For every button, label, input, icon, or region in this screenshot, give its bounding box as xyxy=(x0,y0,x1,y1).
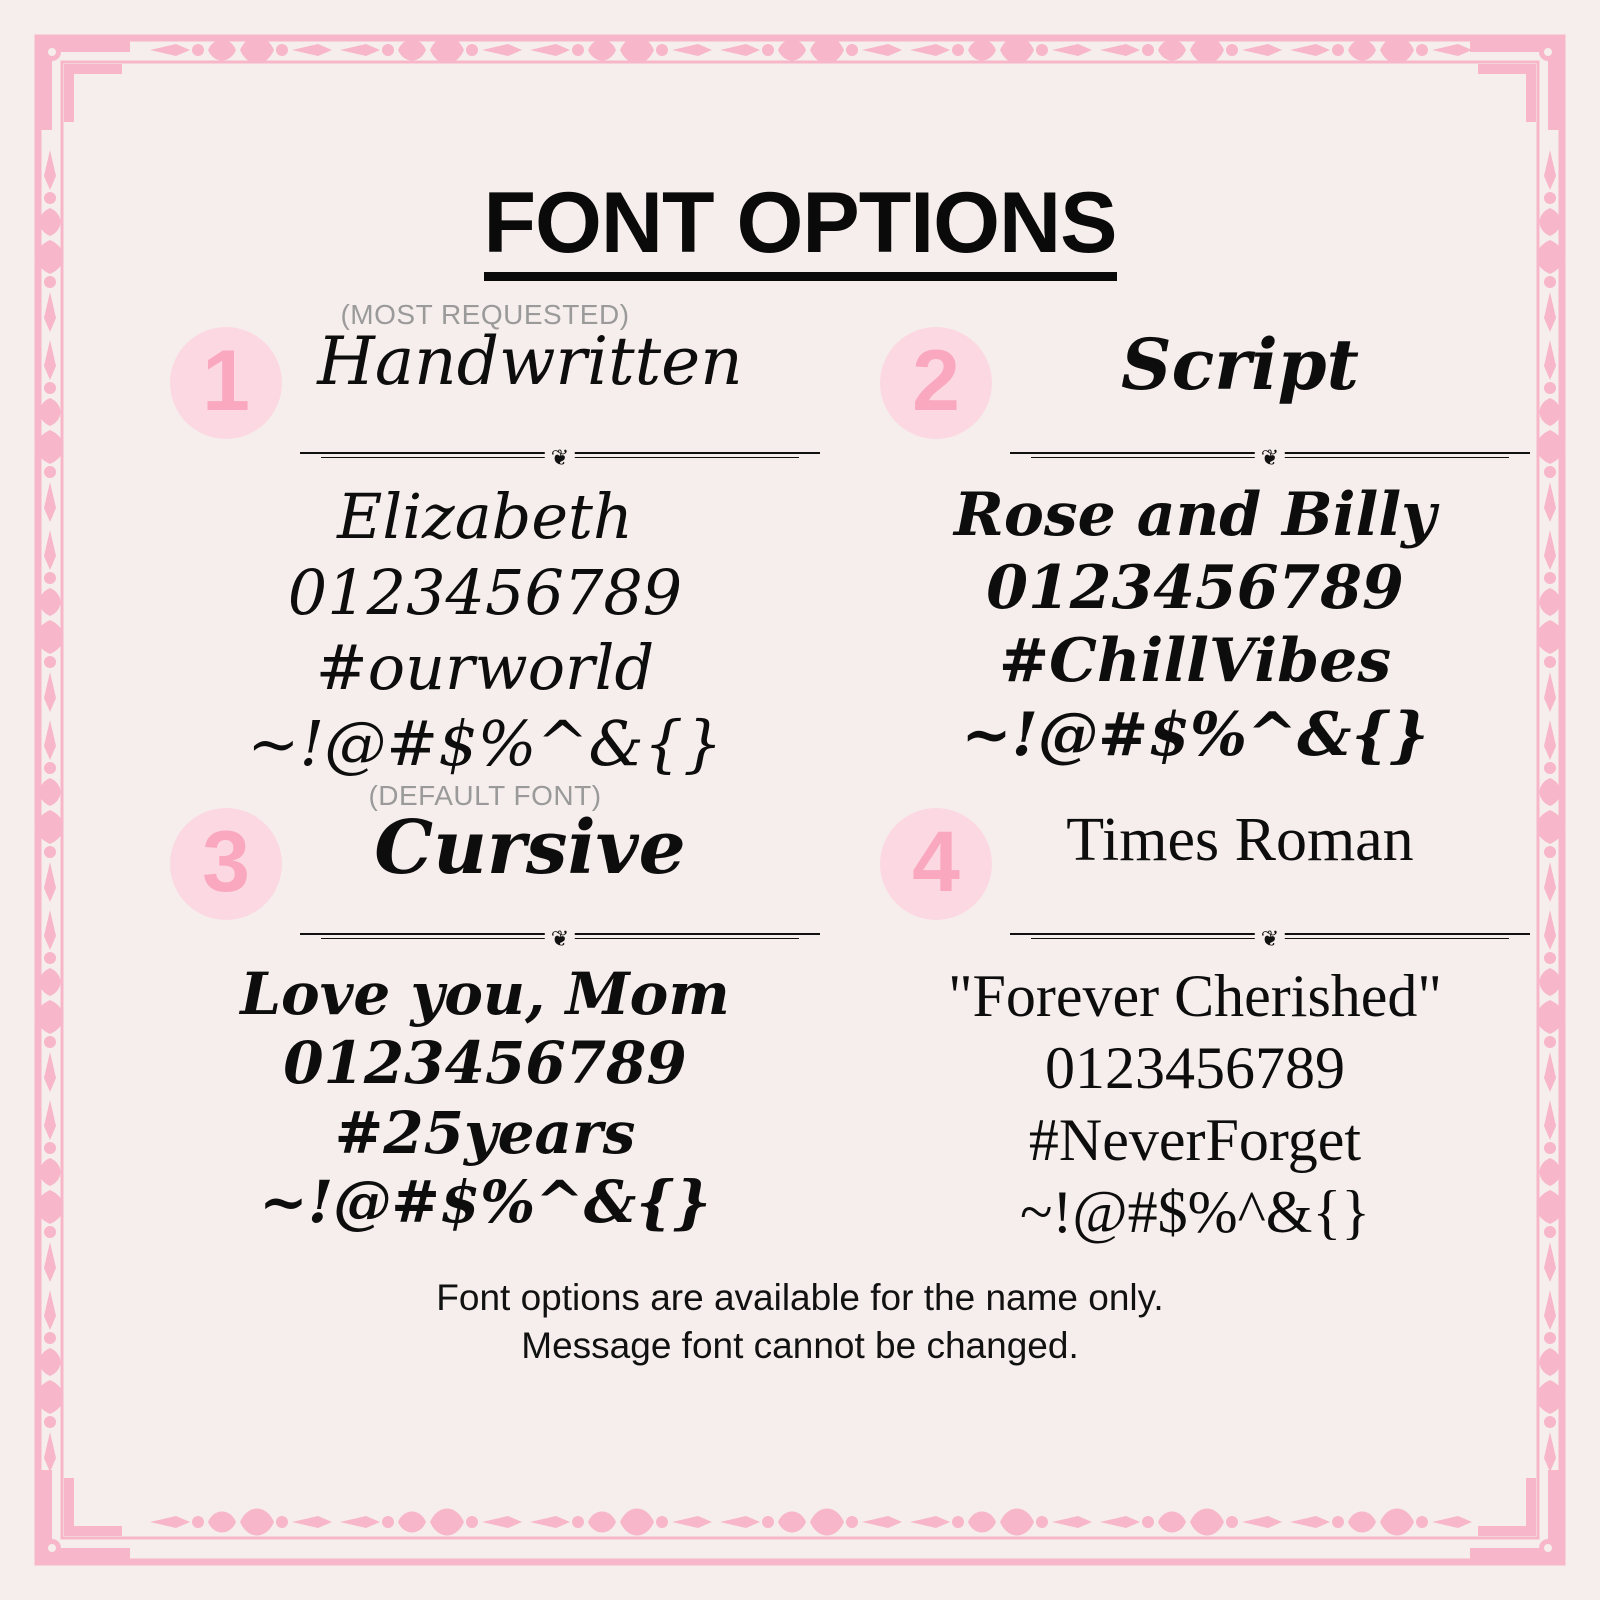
font-option-2[interactable] xyxy=(830,321,1530,782)
page-title-wrap xyxy=(120,60,1480,281)
ornament-divider-4 xyxy=(1010,924,1530,950)
font-option-4-name: Times Roman xyxy=(1066,805,1414,874)
font-option-2-header xyxy=(860,321,1530,441)
font-option-1-number: 1 xyxy=(202,333,250,429)
sample-line: #ourworld xyxy=(315,631,655,705)
ornament-flourish-icon: ❦ xyxy=(1255,447,1285,469)
footer-line-2: Message font cannot be changed. xyxy=(521,1324,1079,1366)
ornament-flourish-icon: ❦ xyxy=(545,928,575,950)
page-title: FONT OPTIONS xyxy=(484,180,1117,281)
sample-line: ~!@#$%^&{} xyxy=(961,699,1429,770)
sample-line: Love you, Mom xyxy=(240,959,730,1028)
font-options-card xyxy=(120,60,1480,1540)
sample-line: Rose and Billy xyxy=(953,480,1437,550)
font-option-2-number: 2 xyxy=(912,333,960,429)
font-option-1[interactable] xyxy=(120,299,820,782)
sample-line: Elizabeth xyxy=(337,480,633,553)
font-option-2-name: Script xyxy=(1121,323,1359,406)
ornament-divider-3 xyxy=(300,924,820,950)
sample-line: "Forever Cherished" xyxy=(948,962,1442,1029)
footer-line-1: Font options are available for the name only. xyxy=(436,1276,1164,1318)
font-option-3-name: Cursive xyxy=(374,804,686,891)
font-option-4-header xyxy=(860,802,1530,922)
font-option-1-tagline: (MOST REQUESTED) xyxy=(340,299,630,330)
sample-line: 0123456789 xyxy=(283,1029,687,1098)
font-option-4-number: 4 xyxy=(912,813,960,910)
ornament-flourish-icon: ❦ xyxy=(545,447,575,469)
font-option-1-name: Handwritten xyxy=(317,323,743,400)
font-option-1-header xyxy=(150,299,820,441)
font-option-4-samples xyxy=(860,960,1530,1248)
font-option-3[interactable] xyxy=(120,779,820,1248)
sample-line: #NeverForget xyxy=(1028,1106,1362,1173)
ornament-flourish-icon: ❦ xyxy=(1255,928,1285,950)
sample-line: ~!@#$%^&{} xyxy=(259,1168,711,1237)
sample-line: 0123456789 xyxy=(1045,1034,1345,1101)
font-option-2-samples xyxy=(860,479,1530,772)
sample-line: #ChillVibes xyxy=(998,626,1392,697)
font-option-4[interactable] xyxy=(830,802,1530,1248)
footer-note xyxy=(120,1274,1480,1370)
sample-line: #25years xyxy=(334,1098,636,1167)
sample-line: ~!@#$%^&{} xyxy=(247,706,723,780)
ornament-divider-2 xyxy=(1010,443,1530,469)
sample-line: 0123456789 xyxy=(986,553,1404,624)
sample-line: ~!@#$%^&{} xyxy=(1019,1178,1371,1245)
font-option-3-header xyxy=(150,779,820,922)
font-option-3-tagline: (DEFAULT FONT) xyxy=(368,779,602,811)
ornament-divider-1 xyxy=(300,443,820,469)
sample-line: 0123456789 xyxy=(287,555,683,629)
font-options-grid xyxy=(120,299,1480,1248)
font-option-3-number: 3 xyxy=(202,813,250,910)
font-option-1-samples xyxy=(150,479,820,782)
font-option-3-samples xyxy=(150,960,820,1238)
